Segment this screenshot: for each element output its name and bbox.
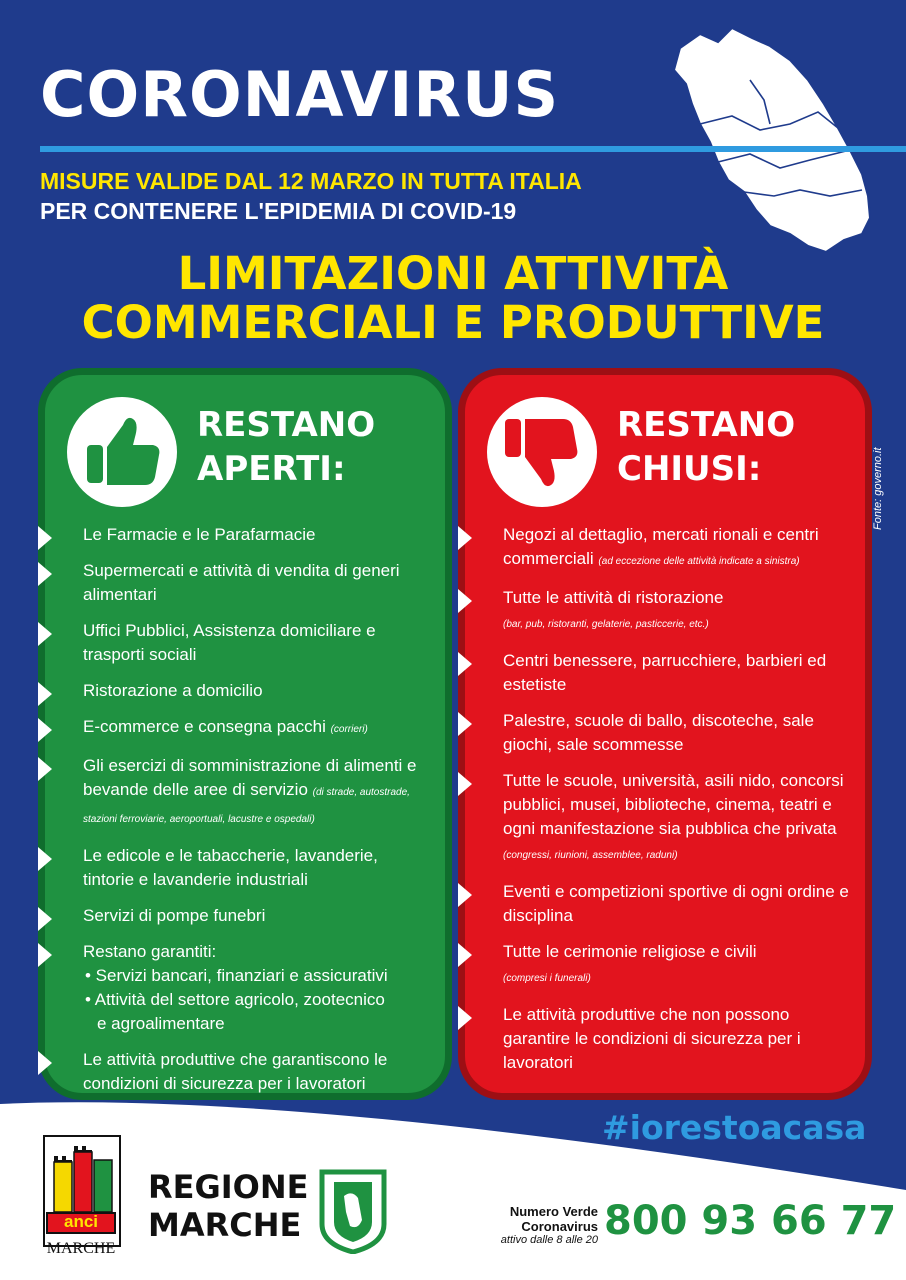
- hotline-number: 800 93 66 77: [604, 1198, 897, 1244]
- hotline-label-line-1: Numero Verde: [509, 1204, 598, 1219]
- subtitle-dates: MISURE VALIDE DAL 12 MARZO IN TUTTA ITALIA: [40, 168, 582, 194]
- item-bullet: • Servizi bancari, finanziari e assicurativi: [85, 966, 388, 985]
- item-text: Le Farmacie e le Parafarmacie: [83, 525, 316, 544]
- item-text: Restano garantiti:: [83, 942, 217, 961]
- open-heading-line-1: RESTANO: [197, 405, 376, 445]
- thumbs-up-badge: [67, 397, 177, 507]
- item-text: Tutte le attività di ristorazione: [503, 588, 724, 607]
- arrow-icon: [458, 526, 472, 550]
- hotline-label: [438, 1204, 598, 1234]
- item-text: Tutte le cerimonie religiose e civili: [503, 942, 757, 961]
- list-item: [465, 709, 865, 757]
- list-item: [45, 1048, 445, 1096]
- arrow-icon: [458, 883, 472, 907]
- arrow-icon: [38, 622, 52, 646]
- arrow-icon: [458, 712, 472, 736]
- list-item: [465, 769, 865, 868]
- thumbs-down-icon: [487, 397, 597, 507]
- item-note: (bar, pub, ristoranti, gelaterie, pasticcerie, etc.): [503, 619, 709, 630]
- item-text: Palestre, scuole di ballo, discoteche, sale giochi, sale scommesse: [503, 711, 814, 754]
- item-text: Supermercati e attività di vendita di generi alimentari: [83, 561, 400, 604]
- list-item: [45, 523, 445, 547]
- item-text: Centri benessere, parrucchiere, barbieri ed estetiste: [503, 651, 827, 694]
- item-text: Servizi di pompe funebri: [83, 906, 266, 925]
- item-text: Gli esercizi di somministrazione di alimenti e bevande delle aree di servizio: [83, 756, 417, 799]
- item-bullet: e agroalimentare: [97, 1014, 225, 1033]
- list-item: [465, 649, 865, 697]
- arrow-icon: [458, 772, 472, 796]
- regione-line-2: MARCHE: [148, 1206, 302, 1244]
- arrow-icon: [38, 943, 52, 967]
- list-item: [45, 754, 445, 832]
- item-note: (ad eccezione delle attività indicate a sinistra): [598, 556, 800, 567]
- list-item: [465, 940, 865, 991]
- item-note: (congressi, riunioni, assemblee, raduni): [503, 850, 678, 861]
- open-panel-heading: [197, 403, 375, 491]
- item-text: Negozi al dettaglio, mercati rionali e centri commerciali: [503, 525, 819, 568]
- item-text: Le attività produttive che non possono garantire le condizioni di sicurezza per i lavoratori: [503, 1005, 801, 1072]
- arrow-icon: [38, 526, 52, 550]
- arrow-icon: [458, 589, 472, 613]
- arrow-icon: [38, 847, 52, 871]
- regione-marche-emblem-icon: [318, 1168, 388, 1254]
- list-item: [45, 679, 445, 703]
- hotline-label-line-2: Coronavirus: [521, 1219, 598, 1234]
- arrow-icon: [38, 682, 52, 706]
- item-note: (di strade, autostrade, stazioni ferroviarie, aeroportuali, lacustre e ospedali): [83, 787, 410, 825]
- list-item: [45, 559, 445, 607]
- closed-activities-panel: [458, 368, 872, 1100]
- item-text: E-commerce e consegna pacchi: [83, 717, 326, 736]
- thumbs-up-icon: [67, 397, 177, 507]
- list-item: [45, 715, 445, 742]
- list-item: [45, 844, 445, 892]
- item-text: Eventi e competizioni sportive di ogni ordine e disciplina: [503, 882, 849, 925]
- closed-heading-line-2: CHIUSI:: [617, 449, 762, 489]
- item-text: Uffici Pubblici, Assistenza domiciliare e trasporti sociali: [83, 621, 376, 664]
- list-item: [465, 523, 865, 574]
- headline-line-1: LIMITAZIONI ATTIVITÀ: [177, 247, 729, 300]
- hashtag: #iorestoacasa: [602, 1108, 867, 1147]
- list-item: [45, 940, 445, 1036]
- open-items-list: [45, 523, 445, 1108]
- arrow-icon: [38, 562, 52, 586]
- list-item: [45, 619, 445, 667]
- arrow-icon: [458, 1006, 472, 1030]
- regione-marche-wordmark: [148, 1168, 309, 1244]
- page-title: CORONAVIRUS: [40, 58, 560, 131]
- open-activities-panel: [38, 368, 452, 1100]
- open-heading-line-2: APERTI:: [197, 449, 346, 489]
- arrow-icon: [458, 652, 472, 676]
- item-text: Le attività produttive che garantiscono le condizioni di sicurezza per i lavoratori: [83, 1050, 388, 1093]
- closed-panel-heading: [617, 403, 795, 491]
- item-note: (compresi i funerali): [503, 973, 591, 984]
- anci-logo-text: anci: [63, 1212, 99, 1231]
- list-item: [465, 880, 865, 928]
- arrow-icon: [38, 718, 52, 742]
- arrow-icon: [38, 757, 52, 781]
- item-note: (corrieri): [330, 724, 368, 735]
- marche-map-icon: [640, 20, 906, 260]
- thumbs-down-badge: [487, 397, 597, 507]
- list-item: [465, 586, 865, 637]
- headline-line-2: COMMERCIALI E PRODUTTIVE: [81, 296, 825, 349]
- source-credit: Fonte: governo.it: [872, 447, 884, 530]
- closed-heading-line-1: RESTANO: [617, 405, 796, 445]
- closed-items-list: [465, 523, 865, 1087]
- item-text: Le edicole e le tabaccherie, lavanderie, tintorie e lavanderie industriali: [83, 846, 378, 889]
- list-item: [465, 1003, 865, 1075]
- subtitle-purpose: PER CONTENERE L'EPIDEMIA DI COVID-19: [40, 198, 517, 224]
- regione-line-1: REGIONE: [148, 1168, 309, 1206]
- header-divider: [40, 146, 906, 152]
- item-bullet: • Attività del settore agricolo, zootecnico: [85, 990, 385, 1009]
- arrow-icon: [38, 1051, 52, 1075]
- item-text: Tutte le scuole, università, asili nido, concorsi pubblici, musei, biblioteche, cinema, teatri e ogni manifestazione sia pubblica che privata: [503, 771, 844, 838]
- list-item: [45, 904, 445, 928]
- arrow-icon: [458, 943, 472, 967]
- item-text: Ristorazione a domicilio: [83, 681, 263, 700]
- arrow-icon: [38, 907, 52, 931]
- anci-region: MARCHE: [46, 1240, 116, 1257]
- hotline-hours: attivo dalle 8 alle 20: [500, 1234, 598, 1246]
